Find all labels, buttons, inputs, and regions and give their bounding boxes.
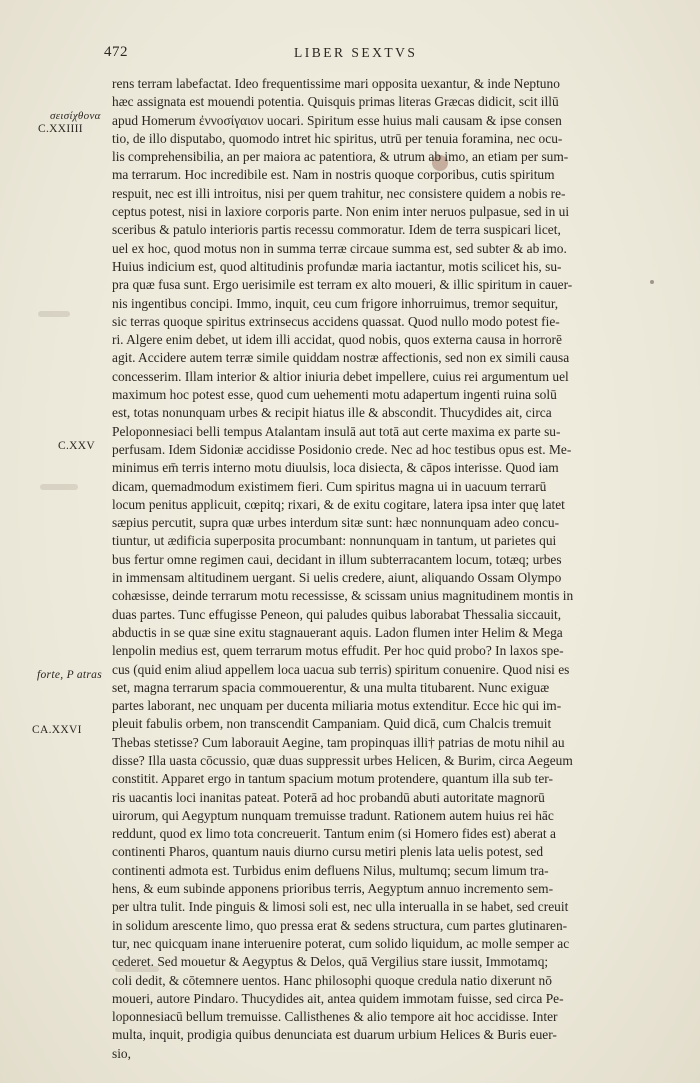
text-line: cus (quid enim aliud appellem loca uacua sub terris) spiritum conuenire. Quod nisi es [112, 661, 570, 677]
text-line: cohæsisse, deinde terrarum motu recessisse, & scissam unius magnitudinem montis in [112, 588, 574, 604]
text-line: Huius indicium est, quod altitudinis profundæ maria iactantur, motis scilicet his, su- [112, 258, 562, 274]
text-line: concesserim. Illam interior & altior iniuria debet impellere, cuius rei argumentum uel [112, 368, 569, 384]
text-line: loponnesiacū bellum tremuisse. Callisthenes & alio tempore ait hoc accidisse. Inter [112, 1009, 558, 1025]
page-header [0, 44, 700, 68]
margin-chapter-25: C.XXV [58, 440, 95, 452]
text-line: partes laborant, nec unquam per ducenta miliaria motus extenditur. Ecce hic qui im- [112, 698, 562, 714]
text-line: tur, nec quicquam inane interuenire poterat, cum solido liquidum, ac molle semper ac [112, 935, 570, 951]
ink-dot [650, 280, 654, 284]
text-line: per ultra tulit. Inde pinguis & limosi soli est, nec ulla interualla in se habet, sed creuit [112, 899, 569, 915]
text-line: bus fertur omne regimen caui, decidant in illum subterracantem locum, totæq; urbes [112, 551, 562, 567]
text-line: cederet. Sed mouetur & Aegyptus & Delos, quā Vergilius stare iussit, Immotamq; [112, 954, 549, 970]
text-line: disse? Illa uasta cōcussio, quæ duas suppressit urbes Helicen, & Burim, circa Aegeum [112, 752, 573, 768]
text-line: hæc assignata est mouendi potentia. Quisquis primas literas Græcas didicit, scit illū [112, 94, 559, 110]
margin-chapter-26: CA.XXVI [32, 724, 82, 736]
text-line: coli dedit, & cōtemnere uentos. Hanc philosophi quoque credula natio dixerunt nō [112, 972, 552, 988]
text-line: set, magna terrarum spacia commouerentur, & una multa titubarent. Nunc exiguæ [112, 679, 550, 695]
text-line: est, totas nonunquam urbes & recipit hiatus ille & abscondit. Thucydides ait, circa [112, 405, 552, 421]
text-line: Thebas stetisse? Cum laborauit Aegine, tam propinquas illi† patrias de motu nihil au [112, 734, 565, 750]
text-line: rens terram labefactat. Ideo frequentissime mari opposita uexantur, & inde Neptuno [112, 76, 560, 91]
margin-chapter-24: C.XXIIII [38, 123, 83, 135]
text-line: sæpius percutit, supra quæ urbes interdum sitæ sunt: hæc nonnunquam adeo concu- [112, 515, 560, 531]
text-line: moueri, autore Pindaro. Thucydides ait, antea quidem immotam fuisse, sed circa Pe- [112, 990, 564, 1006]
text-line: Peloponnesiaci belli tempus Atalantam insulā aut totā aut certe maxima ex parte su- [112, 423, 561, 439]
text-line: tiuntur, ut ædificia superposita procumbant: nonnunquam in tantum, ut parietes qui [112, 533, 557, 549]
text-line: pleuit fabulis orbem, non transcendit Campaniam. Quid dicā, cum Chalcis tremuit [112, 716, 552, 732]
text-line: lenpolin medius est, quem terrarum motus effudit. Per hoc quid probo? In laxos spe- [112, 643, 564, 659]
text-line: duas partes. Tunc effugisse Peneon, qui paludes quibus laborabat Thessalia siccauit, [112, 606, 562, 622]
text-line: pra quæ fusa sunt. Ergo uerisimile est terram ex alto moueri, & illic spiritum in cauer- [112, 277, 573, 293]
text-line: respuit, nec est illi introitus, nisi per quem trahitur, nec consistere quidem a nobis re- [112, 185, 566, 201]
text-line: agit. Accidere autem terræ simile quiddam nostræ affectionis, sed non ex simili causa [112, 350, 570, 366]
text-line: in immensam altitudinem uergant. Si uelis credere, aiunt, aliquando Ossam Olympo [112, 570, 562, 586]
ink-smudge [40, 484, 78, 490]
text-line: maximum hoc potest esse, quod cum uehementi motu adapertum ingenti ruina solū [112, 387, 557, 403]
text-line: sic terras quoque spiritus extrinsecus accidens quassat. Quod nullo modo potest fie- [112, 313, 560, 329]
text-line: ris uacantis loci inanitas pateat. Poterā ad hoc probandū abuti autoritate magnorū [112, 789, 545, 805]
ink-smudge [38, 311, 70, 317]
main-text-block [112, 75, 645, 1063]
text-line: continenti admota est. Turbidus enim defluens Nilus, multumq; secum limum tra- [112, 862, 549, 878]
text-line: apud Homerum ἐννοσίγαιον uocari. Spiritum esse huius mali causam & ipse consen [112, 112, 562, 128]
text-line: tio, de illo disputabo, quomodo intret hic spiritus, utrū per tenuia foramina, nec ocu- [112, 130, 563, 146]
text-line: uirorum, qui Aegyptum nunquam tremuisse tradunt. Rationem autem huius rei hāc [112, 807, 554, 823]
running-head: LIBER SEXTVS [294, 45, 418, 60]
text-line: uel ex hoc, quod motus non in summa terræ circaue summa est, sed subter & ab imo. [112, 240, 567, 256]
text-line: sio, [112, 1045, 131, 1061]
text-line: sceribus & patulo interioris partis recessu commoratur. Idem de terra suspicari licet, [112, 222, 561, 238]
text-line: ceptus potest, nisi in laxiore corporis parte. Non enim inter neruos pulpasue, sed in ui [112, 204, 570, 220]
text-line: locum penitus applicuit, cœpitq; rixari, & de exitu cogitare, latera ipsa inter quę latet [112, 496, 565, 512]
text-line: ri. Algere enim debet, ut idem illi accidat, quod nobis, quos externa causa in horrorē [112, 332, 562, 348]
margin-note-forte: forte, P atras [37, 669, 103, 681]
text-line: lis comprehensibilia, an per maiora ac patentiora, & utrum ab imo, an etiam per sum- [112, 149, 569, 165]
text-line: minimus em̄ terris interno motu diuulsis, loca disiecta, & cāpos interisse. Quod iam [112, 460, 559, 476]
page-number: 472 [104, 44, 128, 60]
text-line: reddunt, quod ex limo tota concreuerit. Tantum enim (si Homero fides est) aberat a [112, 826, 556, 842]
text-line: nis ingentibus concipi. Immo, inquit, ceu cum frigore inhorruimus, tremor sequitur, [112, 295, 559, 311]
text-line: in solidum arescente limo, quo pressa erat & sedens structura, cum partes glutinaren- [112, 917, 568, 933]
margin-note-greek: σεισίχθονα [50, 110, 101, 122]
text-line: perfusam. Idem Sidoniæ accidisse Posidonio crede. Nec ad hoc testibus opus est. Me- [112, 441, 572, 457]
text-line: continenti Pharos, quantum nauis diurno cursu metiri plenis lata uelis potest, sed [112, 844, 544, 860]
text-line: multa, inquit, prodigia quibus denunciata est duarum urbium Helices & Buris euer- [112, 1027, 557, 1043]
text-line: abductis in se quæ sine exitu stagnauerant aquis. Ladon flumen inter Helim & Mega [112, 624, 563, 640]
text-line: hens, & eum subinde apponens prioribus terris, Aegyptum annuo incremento sem- [112, 881, 554, 897]
text-line: constitit. Apparet ergo in tantum spacium motum protendere, quantum illa sub ter- [112, 771, 553, 787]
text-line: ma terrarum. Hoc incredibile est. Nam in nostris quoque corporibus, cutis spiritum [112, 167, 555, 183]
text-line: dicam, quemadmodum existimem fieri. Cum spiritus magna ui in uacuum terrarū [112, 478, 547, 494]
